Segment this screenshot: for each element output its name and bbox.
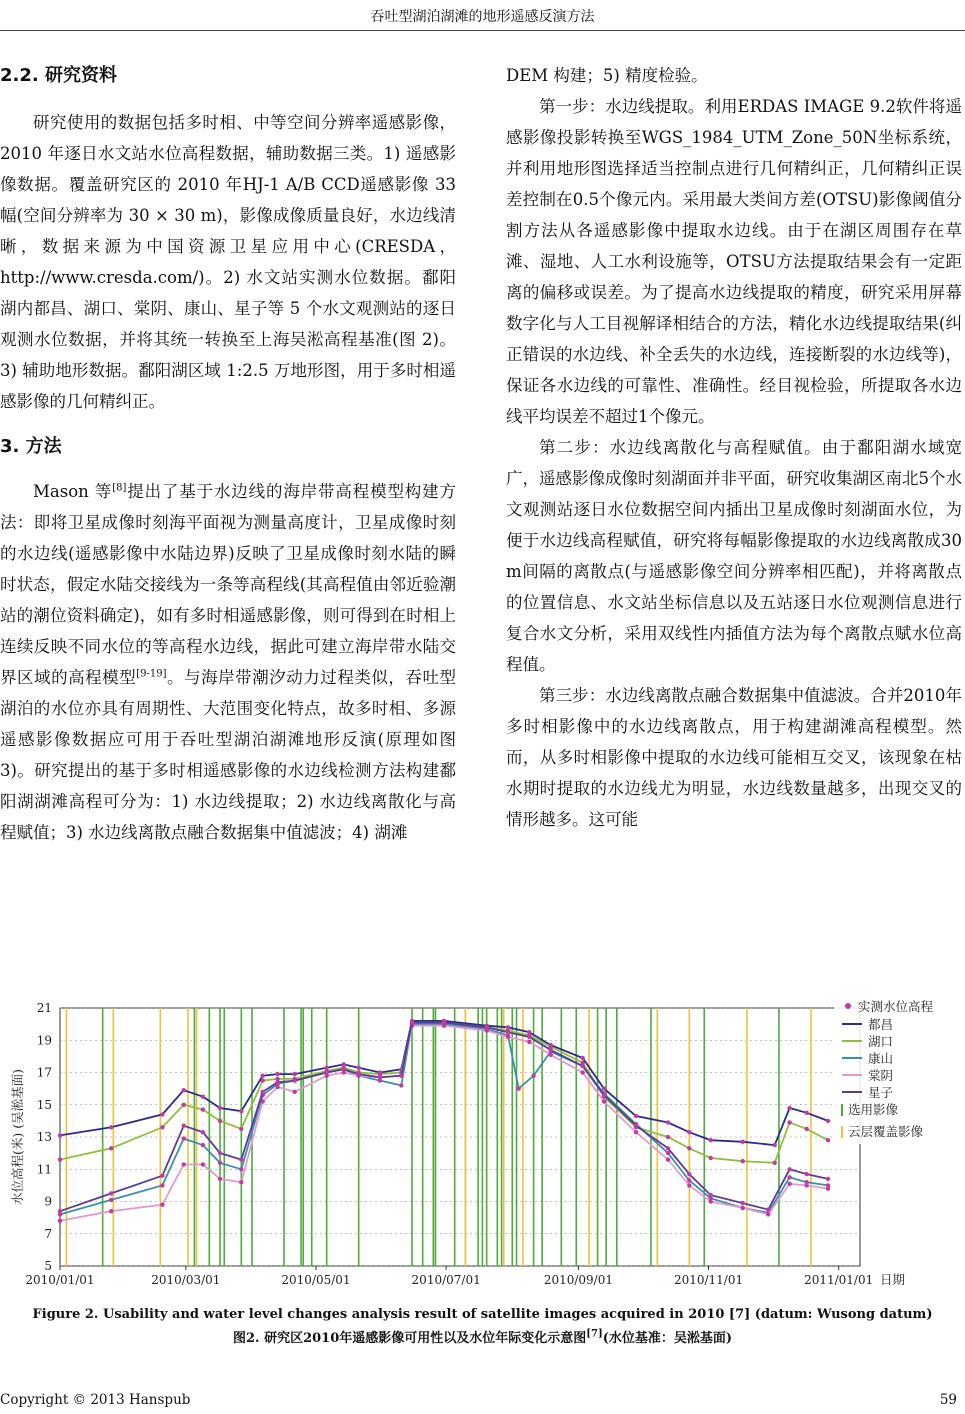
paragraph-method	[0, 476, 456, 848]
section-heading-research-data: 2.2. 研究资料	[0, 65, 117, 86]
citation-ref: [9-19]	[136, 668, 167, 680]
measured-point	[58, 1133, 62, 1137]
measured-point	[160, 1112, 164, 1116]
figure-water-level-chart	[0, 988, 965, 1298]
measured-point	[293, 1090, 297, 1094]
running-title: 吞吐型湖泊湖滩的地形遥感反演方法	[370, 9, 595, 25]
measured-point	[787, 1175, 791, 1179]
x-tick-label: 2010/03/01	[151, 1273, 221, 1287]
measured-point	[399, 1074, 403, 1078]
measured-point	[709, 1138, 713, 1142]
measured-point	[805, 1127, 809, 1131]
measured-point	[442, 1020, 446, 1024]
measured-point	[109, 1146, 113, 1150]
citation-ref: [8]	[112, 482, 127, 494]
measured-point	[687, 1130, 691, 1134]
paragraph-step2: 第二步：水边线离散化与高程赋值。由于鄱阳湖水域宽广，遥感影像成像时刻湖面并非平面，研究收集湖区南北5个水文观测站逐日水位数据空间内插出卫星成像时刻湖面水位，为便于水边线高程赋值，研究将每幅影像提取的水边线离散成30 m间隔的离散点(与遥感影像空间分辨率相匹配)，并将离散点的位置信息、水文站坐标信息以及五站逐日水位观测信息进行复合水文分析，采用双线性内插值方法为每个离散点赋水位高程值。	[506, 438, 962, 674]
legend-measured-label: 实测水位高程	[858, 999, 934, 1014]
paragraph-continued: DEM 构建；5) 精度检验。	[506, 66, 708, 85]
measured-point	[826, 1119, 830, 1123]
legend-measured-marker	[845, 1003, 851, 1009]
measured-point	[709, 1156, 713, 1160]
measured-point	[275, 1085, 279, 1089]
left-column	[0, 60, 456, 848]
measured-point	[826, 1138, 830, 1142]
page-number: 59	[939, 1392, 957, 1408]
legend-cloud-label: 云层覆盖影像	[848, 1124, 924, 1139]
measured-point	[275, 1080, 279, 1084]
measured-point	[325, 1070, 329, 1074]
text-run: (水位基准：吴淞基面)	[602, 1331, 732, 1346]
measured-point	[549, 1048, 553, 1052]
measured-point	[160, 1183, 164, 1187]
measured-point	[261, 1074, 265, 1078]
measured-point	[634, 1130, 638, 1134]
legend-series-label: 湖口	[868, 1034, 894, 1049]
text-run: Mason 等	[33, 482, 113, 501]
measured-point	[239, 1157, 243, 1161]
measured-point	[517, 1086, 521, 1090]
measured-point	[687, 1178, 691, 1182]
measured-point	[485, 1025, 489, 1029]
measured-point	[239, 1180, 243, 1184]
text-run: 图2. 研究区2010年遥感影像可用性以及水位年际变化示意图	[232, 1331, 587, 1346]
y-tick-label: 5	[44, 1259, 52, 1273]
legend-series-label: 都昌	[868, 1017, 894, 1032]
measured-point	[201, 1130, 205, 1134]
measured-point	[109, 1191, 113, 1195]
measured-point	[293, 1078, 297, 1082]
figure-caption-cn	[0, 1327, 965, 1346]
legend-selected-label: 选用影像	[848, 1102, 899, 1117]
measured-point	[357, 1066, 361, 1070]
measured-point	[741, 1159, 745, 1163]
measured-point	[773, 1161, 777, 1165]
citation-ref: [7]	[586, 1328, 603, 1340]
x-tick-label: 2010/09/01	[543, 1273, 613, 1287]
y-tick-label: 17	[36, 1065, 52, 1080]
chart-svg	[0, 988, 965, 1298]
measured-point	[787, 1120, 791, 1124]
measured-point	[687, 1183, 691, 1187]
measured-point	[805, 1111, 809, 1115]
x-tick-label: 2011/01/01	[804, 1273, 874, 1287]
measured-point	[634, 1124, 638, 1128]
measured-point	[506, 1035, 510, 1039]
measured-point	[581, 1070, 585, 1074]
measured-point	[787, 1182, 791, 1186]
measured-point	[218, 1106, 222, 1110]
legend-series-label: 棠阴	[868, 1068, 894, 1083]
measured-point	[527, 1035, 531, 1039]
measured-point	[109, 1209, 113, 1213]
measured-point	[410, 1020, 414, 1024]
y-axis-label: 水位高程(米) (吴淞基面)	[10, 1069, 25, 1205]
measured-point	[741, 1201, 745, 1205]
right-column	[506, 60, 962, 835]
measured-point	[239, 1109, 243, 1113]
measured-point	[58, 1209, 62, 1213]
y-tick-label: 15	[36, 1097, 52, 1112]
text-run: 提出了基于水边线的海岸带高程模型构建方法：即将卫星成像时刻海平面视为测量高度计，卫星成像时刻的水边线(遥感影像中水陆边界)反映了卫星成像时刻水陆的瞬时状态，假定水陆交接线为一条等高程线(其高程值由邻近验潮站的潮位资料确定)，如有多时相遥感影像，则可得到在时相上连续反映不同水位的等高程水边线，据此可建立海岸带水陆交界区域的高程模型	[0, 482, 456, 687]
measured-point	[805, 1183, 809, 1187]
measured-point	[201, 1162, 205, 1166]
measured-point	[709, 1199, 713, 1203]
footer-copyright: Copyright © 2013 Hanspub	[0, 1392, 191, 1408]
measured-point	[378, 1075, 382, 1079]
measured-point	[666, 1120, 670, 1124]
legend-series-label: 康山	[868, 1051, 894, 1066]
measured-point	[293, 1072, 297, 1076]
measured-point	[261, 1078, 265, 1082]
measured-point	[160, 1125, 164, 1129]
measured-point	[201, 1095, 205, 1099]
measured-point	[218, 1161, 222, 1165]
measured-point	[826, 1186, 830, 1190]
measured-point	[581, 1056, 585, 1060]
measured-point	[182, 1162, 186, 1166]
y-tick-label: 11	[36, 1162, 52, 1177]
measured-point	[666, 1146, 670, 1150]
measured-point	[239, 1167, 243, 1171]
y-tick-label: 13	[36, 1130, 52, 1144]
measured-point	[506, 1030, 510, 1034]
measured-point	[342, 1067, 346, 1071]
paragraph-step3: 第三步：水边线离散点融合数据集中值滤波。合并2010年多时相影像中的水边线离散点，用于构建湖滩高程模型。然而，从多时相影像中提取的水边线可能相互交叉，该现象在枯水期时提取的水边线尤为明显，水边线数量越多，出现交叉的情形越多。这可能	[506, 686, 962, 829]
figure-caption-en: Figure 2. Usability and water level changes analysis result of satellite images acquired in 2010 [7] (datum: Wusong datum)	[32, 1307, 933, 1322]
measured-point	[709, 1193, 713, 1197]
y-tick-label: 7	[44, 1226, 52, 1241]
measured-point	[805, 1172, 809, 1176]
x-tick-label: 2010/01/01	[25, 1273, 95, 1287]
measured-point	[182, 1103, 186, 1107]
measured-point	[687, 1146, 691, 1150]
text-run: 。与海岸带潮汐动力过程类似，吞吐型湖泊的水位亦具有周期性、大范围变化特点，故多时相、多源遥感影像数据应可用于吞吐型湖泊湖滩地形反演(原理如图 3)。研究提出的基于多时相遥感影像的水边线检测方法构建鄱阳湖湖滩高程可分为：1) 水边线提取；2) 水边线离散化与高程赋值；3) 水边线离散点融合数据集中值滤波；4) 湖滩	[0, 668, 457, 842]
measured-point	[527, 1040, 531, 1044]
measured-point	[109, 1125, 113, 1129]
measured-point	[687, 1172, 691, 1176]
measured-point	[261, 1090, 265, 1094]
x-axis-label: 日期	[880, 1272, 906, 1287]
legend-box	[834, 994, 954, 1144]
measured-point	[773, 1143, 777, 1147]
y-tick-label: 21	[36, 1001, 52, 1015]
measured-point	[182, 1136, 186, 1140]
header-divider	[0, 30, 965, 31]
measured-point	[182, 1088, 186, 1092]
measured-point	[602, 1093, 606, 1097]
measured-point	[399, 1083, 403, 1087]
x-tick-label: 2010/07/01	[411, 1273, 481, 1287]
measured-point	[218, 1151, 222, 1155]
measured-point	[58, 1157, 62, 1161]
measured-point	[201, 1107, 205, 1111]
measured-point	[602, 1099, 606, 1103]
measured-point	[741, 1140, 745, 1144]
measured-point	[160, 1174, 164, 1178]
measured-point	[531, 1074, 535, 1078]
measured-point	[581, 1064, 585, 1068]
section-heading-method: 3. 方法	[0, 436, 62, 457]
paragraph-step1: 第一步：水边线提取。利用ERDAS IMAGE 9.2软件将遥感影像投影转换至WGS_1984_UTM_Zone_50N坐标系统，并利用地形图选择适当控制点进行几何精纠正，几何精纠正误差控制在0.5个像元内。采用最大类间方差(OTSU)影像阈值分割方法从各遥感影像中提取水边线。由于在湖区周围存在草滩、湿地、人工水利设施等，OTSU方法提取结果会有一定距离的偏移或误差。为了提高水边线提取的精度，研究采用屏幕数字化与人工目视解译相结合的方法，精化水边线提取结果(纠正错误的水边线、补全丢失的水边线，连接断裂的水边线等)，保证各水边线的可靠性、准确性。经目视检验，所提取各水边线平均误差不超过1个像元。	[506, 97, 962, 426]
measured-point	[261, 1099, 265, 1103]
measured-point	[666, 1135, 670, 1139]
measured-point	[766, 1207, 770, 1211]
y-tick-label: 9	[44, 1194, 52, 1209]
measured-point	[766, 1212, 770, 1216]
measured-point	[201, 1143, 205, 1147]
measured-point	[182, 1124, 186, 1128]
x-tick-label: 2010/11/01	[673, 1273, 744, 1287]
legend-series-label: 星子	[868, 1085, 894, 1100]
measured-point	[549, 1053, 553, 1057]
measured-point	[741, 1206, 745, 1210]
measured-point	[239, 1127, 243, 1131]
measured-point	[787, 1106, 791, 1110]
measured-point	[275, 1072, 279, 1076]
measured-point	[160, 1203, 164, 1207]
measured-point	[218, 1177, 222, 1181]
y-tick-label: 19	[36, 1033, 52, 1048]
measured-point	[109, 1198, 113, 1202]
measured-point	[218, 1119, 222, 1123]
measured-point	[787, 1167, 791, 1171]
measured-point	[634, 1114, 638, 1118]
paragraph-research-data: 研究使用的数据包括多时相、中等空间分辨率遥感影像，2010 年逐日水文站水位高程数据，辅助数据三类。1) 遥感影像数据。覆盖研究区的 2010 年HJ-1 A/B CCD遥感影像 33 幅(空间分辨率为 30 × 30 m)，影像成像质量良好，水边线清晰，数据来源为中国资源卫星应用中心(CRESDA，http://www.cresda.com/)。2) 水文站实测水位数据。鄱阳湖内都昌、湖口、棠阴、康山、星子等 5 个水文观测站的逐日观测水位数据，并将其统一转换至上海吴淞高程基准(图 2)。3) 辅助地形数据。鄱阳湖区域 1:2.5 万地形图，用于多时相遥感影像的几何精纠正。	[0, 113, 456, 411]
measured-point	[666, 1157, 670, 1161]
measured-point	[58, 1219, 62, 1223]
x-tick-label: 2010/05/01	[281, 1273, 351, 1287]
measured-point	[826, 1177, 830, 1181]
measured-point	[357, 1072, 361, 1076]
